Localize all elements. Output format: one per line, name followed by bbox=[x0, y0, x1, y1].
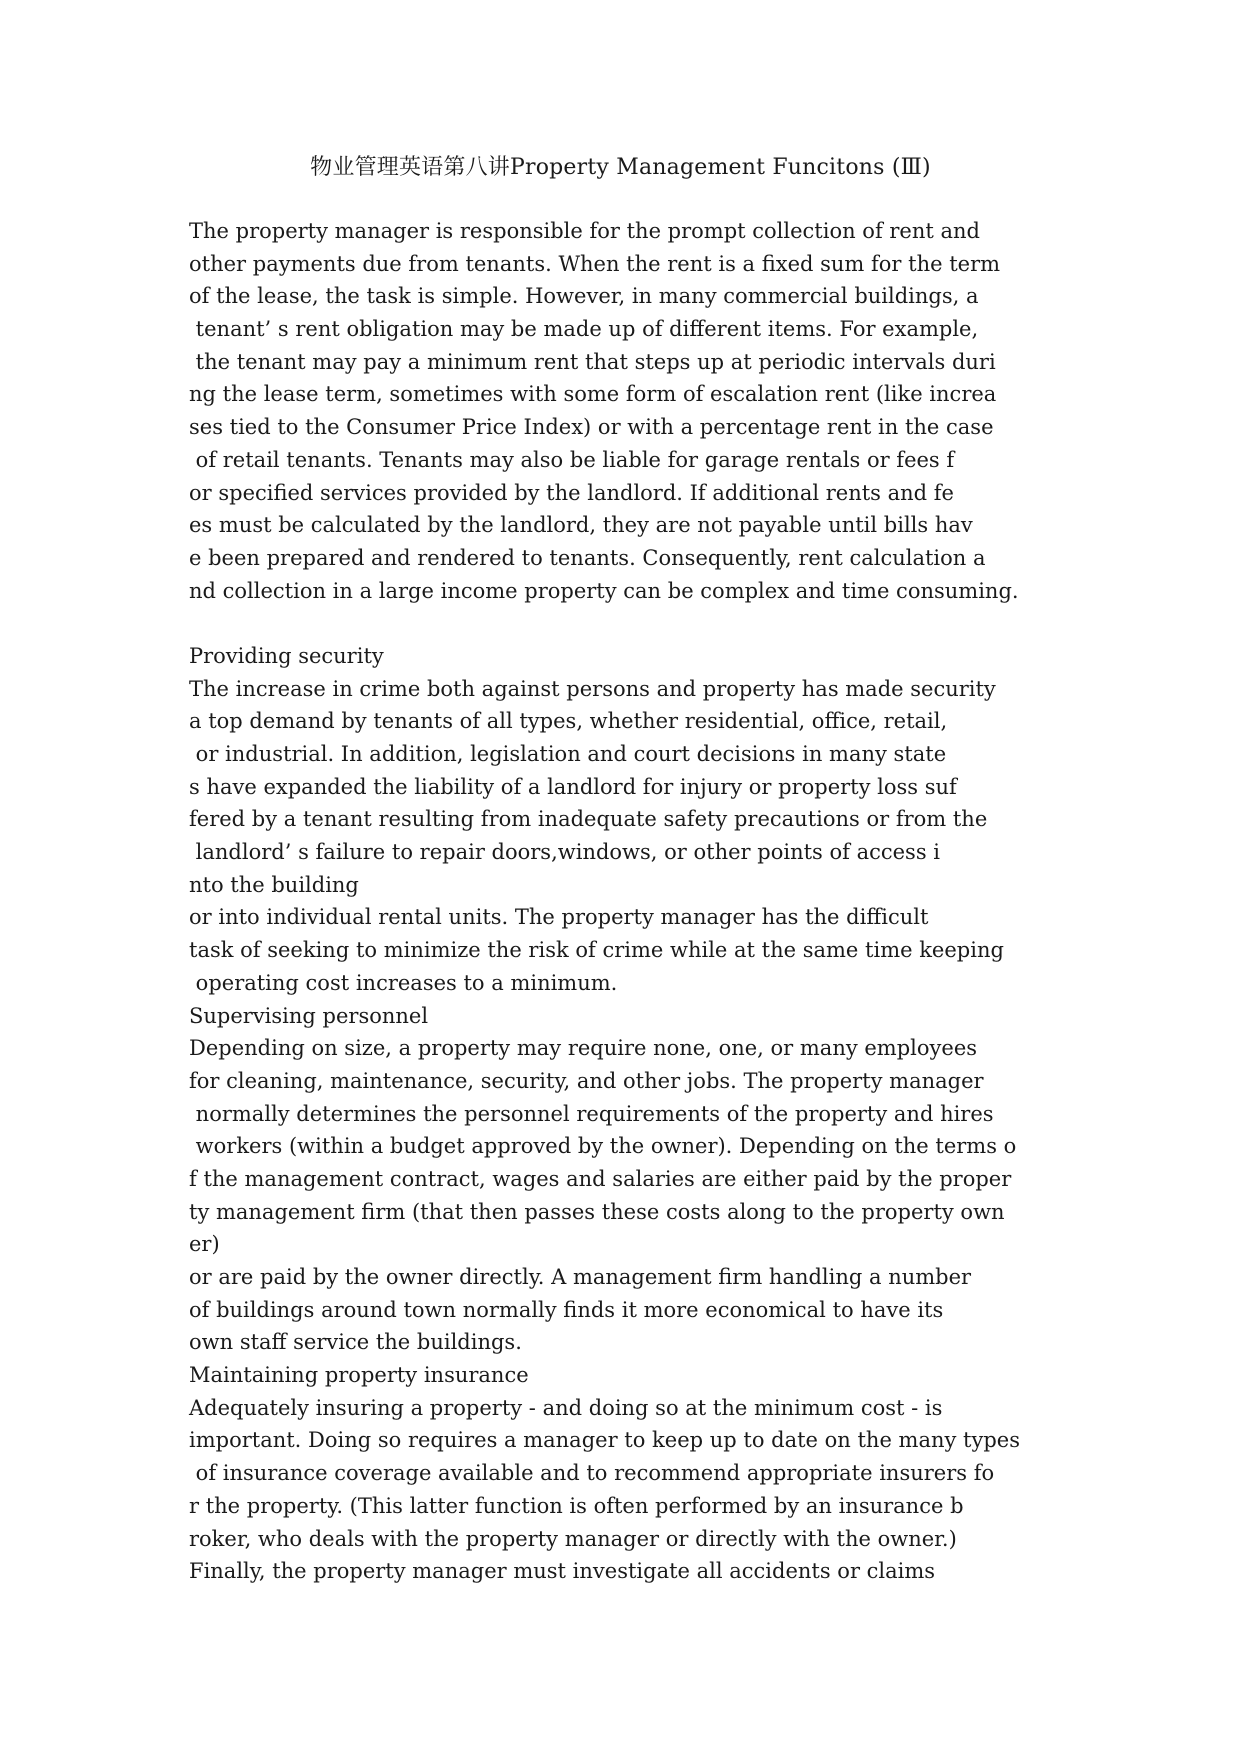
paragraph-insurance bbox=[189, 1392, 1069, 1588]
text-line: own staff service the buildings. bbox=[189, 1330, 522, 1355]
text-line: The property manager is responsible for the prompt collection of rent and bbox=[189, 219, 980, 243]
document-body bbox=[189, 215, 1069, 1588]
text-line: s have expanded the liability of a landlord for injury or property loss suf bbox=[189, 774, 957, 799]
section-heading-personnel: Supervising personnel bbox=[189, 1003, 429, 1028]
text-line: other payments due from tenants. When the rent is a fixed sum for the term bbox=[189, 251, 1001, 276]
text-line: normally determines the personnel requirements of the property and hires bbox=[189, 1101, 994, 1126]
text-line: Finally, the property manager must investigate all accidents or claims bbox=[189, 1559, 936, 1584]
text-line: f the management contract, wages and salaries are either paid by the proper bbox=[189, 1166, 1012, 1191]
text-line: er) bbox=[189, 1232, 220, 1257]
text-line: or are paid by the owner directly. A management firm handling a number bbox=[189, 1265, 972, 1289]
text-line: of retail tenants. Tenants may also be liable for garage rentals or fees f bbox=[189, 447, 955, 472]
text-line: nd collection in a large income property can be complex and time consuming. bbox=[189, 578, 1019, 603]
text-line: task of seeking to minimize the risk of crime while at the same time keeping bbox=[189, 938, 1004, 963]
paragraph-security bbox=[189, 673, 1069, 1000]
text-line: The increase in crime both against persons and property has made security bbox=[189, 676, 996, 701]
text-line: Depending on size, a property may require none, one, or many employees bbox=[189, 1036, 978, 1061]
text-line: es must be calculated by the landlord, they are not payable until bills hav bbox=[189, 513, 973, 538]
text-line: or into individual rental units. The property manager has the difficult bbox=[189, 905, 929, 930]
text-line: tenant’ s rent obligation may be made up of different items. For example, bbox=[189, 317, 979, 342]
text-line: workers (within a budget approved by the owner). Depending on the terms o bbox=[189, 1134, 1017, 1159]
text-line: r the property. (This latter function is often performed by an insurance b bbox=[189, 1493, 964, 1518]
text-line: or industrial. In addition, legislation and court decisions in many state bbox=[189, 742, 947, 766]
text-line: of the lease, the task is simple. However, in many commercial buildings, a bbox=[189, 284, 979, 309]
text-line: nto the building bbox=[189, 872, 359, 897]
text-line: ty management firm (that then passes these costs along to the property own bbox=[189, 1199, 1005, 1224]
text-line: landlord’ s failure to repair doors,windows, or other points of access i bbox=[189, 840, 940, 865]
text-line: fered by a tenant resulting from inadequate safety precautions or from the bbox=[189, 807, 988, 832]
section-heading-insurance: Maintaining property insurance bbox=[189, 1363, 529, 1388]
text-line: the tenant may pay a minimum rent that steps up at periodic intervals duri bbox=[189, 349, 996, 374]
text-line: of insurance coverage available and to recommend appropriate insurers fo bbox=[189, 1461, 995, 1486]
text-line: Adequately insuring a property - and doing so at the minimum cost - is bbox=[189, 1395, 943, 1420]
text-line: for cleaning, maintenance, security, and other jobs. The property manager bbox=[189, 1068, 984, 1093]
text-line: ng the lease term, sometimes with some form of escalation rent (like increa bbox=[189, 382, 997, 407]
text-line: or specified services provided by the landlord. If additional rents and fe bbox=[189, 480, 954, 505]
text-line: important. Doing so requires a manager to keep up to date on the many types bbox=[189, 1428, 1021, 1453]
section-heading-security: Providing security bbox=[189, 643, 384, 668]
text-line: of buildings around town normally finds it more economical to have its bbox=[189, 1297, 944, 1322]
text-line: a top demand by tenants of all types, whether residential, office, retail, bbox=[189, 709, 948, 734]
paragraph-personnel bbox=[189, 1032, 1069, 1359]
paragraph-rent-collection bbox=[189, 215, 1069, 607]
blank-line bbox=[189, 607, 1069, 640]
text-line: ses tied to the Consumer Price Index) or with a percentage rent in the case bbox=[189, 415, 994, 440]
text-line: roker, who deals with the property manager or directly with the owner.) bbox=[189, 1526, 957, 1551]
text-line: operating cost increases to a minimum. bbox=[189, 970, 618, 995]
document-title: 物业管理英语第八讲Property Management Funcitons (Ⅲ) bbox=[310, 155, 931, 180]
text-line: e been prepared and rendered to tenants. Consequently, rent calculation a bbox=[189, 545, 986, 570]
